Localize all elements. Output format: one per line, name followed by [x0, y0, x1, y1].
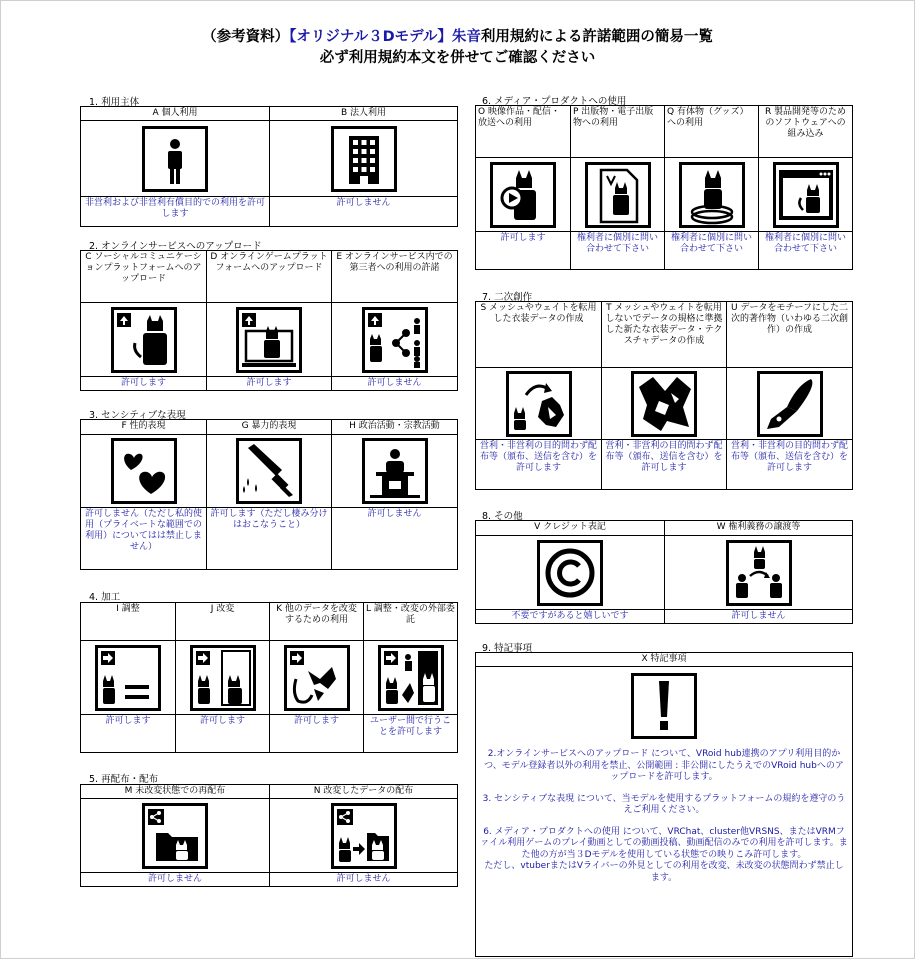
- section-label-5: 5. 再配布・配布: [89, 774, 159, 785]
- section-table-6: [475, 105, 853, 270]
- share-folder-icon: [142, 803, 208, 869]
- cell-head-s: S メッシュやウェイトを転用した衣装データの作成: [476, 302, 602, 368]
- section-table-7: [475, 301, 853, 490]
- exclamation-icon: [631, 673, 697, 739]
- cell-head-d: D オンラインゲームプラットフォームへのアップロード: [207, 251, 332, 303]
- cell-foot-l: ユーザー間で行うことを許可します: [364, 715, 458, 753]
- cell-foot-w: 許可しません: [665, 610, 853, 624]
- upload-game-icon: [236, 307, 302, 373]
- section-label-8: 8. その他: [482, 511, 523, 522]
- cell-foot-e: 許可しません: [332, 377, 458, 391]
- cell-foot-a: 非営利および非営利有償目的での利用を許可します: [81, 197, 270, 227]
- page-subtitle: 必ず利用規約本文を併せてご確認ください: [319, 50, 596, 66]
- figure-icon: [679, 162, 745, 228]
- cell-foot-c: 許可します: [81, 377, 207, 391]
- cell-head-j: J 改変: [176, 603, 270, 641]
- podium-icon: [362, 438, 428, 504]
- cell-foot-b: 許可しません: [270, 197, 458, 227]
- hearts-icon: [111, 438, 177, 504]
- pen-icon: [757, 371, 823, 437]
- cell-foot-h: 許可しません: [332, 508, 458, 570]
- upload-avatar-icon: [111, 307, 177, 373]
- section-label-7: 7. 二次創作: [482, 292, 533, 303]
- document-icon: [585, 162, 651, 228]
- cell-head-w: W 権利義務の譲渡等: [665, 521, 853, 536]
- cell-foot-g: 許可します（ただし棲み分けはおこなうこと）: [207, 508, 332, 570]
- transfer-icon: [726, 540, 792, 606]
- cell-head-t: T メッシュやウェイトを転用しないでデータの規格に準拠した新たな衣装データ・テクスチャデータの作成: [602, 302, 727, 368]
- knife-icon: [236, 438, 302, 504]
- cell-foot-r: 権利者に個別に問い合わせて下さい: [759, 232, 853, 270]
- cell-foot-n: 許可しません: [270, 873, 458, 887]
- section-label-2: 2. オンラインサービスへのアップロード: [89, 241, 262, 252]
- section-table-4: [80, 602, 458, 753]
- costume-icon: [631, 371, 697, 437]
- cell-head-b: B 法人利用: [270, 107, 458, 121]
- costume-convert-icon: [506, 371, 572, 437]
- cell-foot-k: 許可します: [270, 715, 364, 753]
- outsource-icon: [378, 645, 444, 711]
- cell-head-g: G 暴力的表現: [207, 420, 332, 435]
- building-icon: [331, 126, 397, 192]
- modify-icon: [190, 645, 256, 711]
- cell-foot-p: 権利者に個別に問い合わせて下さい: [571, 232, 665, 270]
- cell-head-i: I 調整: [81, 603, 176, 641]
- cell-head-l: L 調整・改変の外部委託: [364, 603, 458, 641]
- cell-head-o: O 映像作品・配信・放送への利用: [476, 106, 571, 158]
- cell-head-f: F 性的表現: [81, 420, 207, 435]
- cell-foot-f: 許可しません（ただし私的使用（プライベートな範囲での利用）についてはは禁止しません）: [81, 508, 207, 570]
- note-item: 2.オンラインサービスへのアップロード について、VRoid hub連携のアプリ利用目的かつ、モデル登録者以外の利用を禁止、公開範囲 : 非公開にしたうえでのVRoid hubへのアップロードを許可します。: [484, 749, 844, 782]
- section-table-1: [80, 106, 458, 227]
- software-icon: [773, 162, 839, 228]
- cell-head-v: V クレジット表記: [476, 521, 665, 536]
- special-notes: [476, 749, 852, 884]
- cell-foot-j: 許可します: [176, 715, 270, 753]
- cell-head-q: Q 有体物（グッズ）への利用: [665, 106, 759, 158]
- cell-head-n: N 改変したデータの配布: [270, 785, 458, 799]
- section-label-6: 6. メディア・プロダクトへの使用: [482, 96, 627, 107]
- cell-foot-o: 許可します: [476, 232, 571, 270]
- cell-foot-q: 権利者に個別に問い合わせて下さい: [665, 232, 759, 270]
- section-table-2: [80, 250, 458, 391]
- section-label-1: 1. 利用主体: [89, 97, 140, 108]
- cell-head-u: U データをモチーフにした二次的著作物（いわゆる二次創作）の作成: [727, 302, 853, 368]
- section-label-9: 9. 特記事項: [482, 643, 533, 654]
- cell-head-h: H 政治活動・宗教活動: [332, 420, 458, 435]
- cell-foot-d: 許可します: [207, 377, 332, 391]
- cell-foot-i: 許可します: [81, 715, 176, 753]
- section-table-9: [475, 652, 853, 957]
- cell-head-m: M 未改変状態での再配布: [81, 785, 270, 799]
- cell-foot-v: 不要ですがあると嬉しいです: [476, 610, 665, 624]
- adjust-icon: [95, 645, 161, 711]
- video-icon: [490, 162, 556, 228]
- note-item: 6. メディア・プロダクトへの使用 について、VRChat、cluster他VRSNS、またはVRMファイル利用ゲームのプレイ動画としての動画投稿、動画配信のみでの利用を許可します。また他の方が当３Dモデルを使用している状態での映りこみ許可します。: [480, 826, 848, 860]
- section-label-4: 4. 加工: [89, 592, 121, 603]
- cell-foot-s: 営利・非営利の目的問わず配布等（頒布、送信を含む）を許可します: [476, 440, 602, 490]
- section-table-3: [80, 419, 458, 570]
- page-title: （参考資料）【オリジナル３Dモデル】朱音利用規約による許諾範囲の簡易一覧: [202, 29, 713, 45]
- cell-head-k: K 他のデータを改変するための利用: [270, 603, 364, 641]
- share-modified-icon: [331, 803, 397, 869]
- section-table-8: [475, 520, 853, 624]
- cell-foot-t: 営利・非営利の目的問わず配布等（頒布、送信を含む）を許可します: [602, 440, 727, 490]
- cell-head-r: R 製品開発等のためのソフトウェアへの組み込み: [759, 106, 853, 158]
- note-item: ただし、vtuberまたはVライバーの外見としての利用を改変、未改変の状態問わず禁止します。: [484, 861, 844, 883]
- cell-head-a: A 個人利用: [81, 107, 270, 121]
- cell-foot-m: 許可しません: [81, 873, 270, 887]
- note-item: 3. センシティブな表現 について、当モデルを使用するプラットフォームの規約を遵守のうえご利用ください。: [482, 793, 846, 815]
- cell-foot-u: 営利・非営利の目的問わず配布等（頒布、送信を含む）を許可します: [727, 440, 853, 490]
- copyright-icon: [537, 540, 603, 606]
- section-table-5: [80, 784, 458, 887]
- cell-head-x: X 特記事項: [476, 653, 853, 667]
- partial-icon: [284, 645, 350, 711]
- share-users-icon: [362, 307, 428, 373]
- person-icon: [142, 126, 208, 192]
- cell-head-p: P 出版物・電子出版物への利用: [571, 106, 665, 158]
- cell-head-c: C ソーシャルコミュニケーションプラットフォームへのアップロード: [81, 251, 207, 303]
- section-label-3: 3. センシティブな表現: [89, 410, 186, 421]
- cell-head-e: E オンラインサービス内での第三者への利用の許諾: [332, 251, 458, 303]
